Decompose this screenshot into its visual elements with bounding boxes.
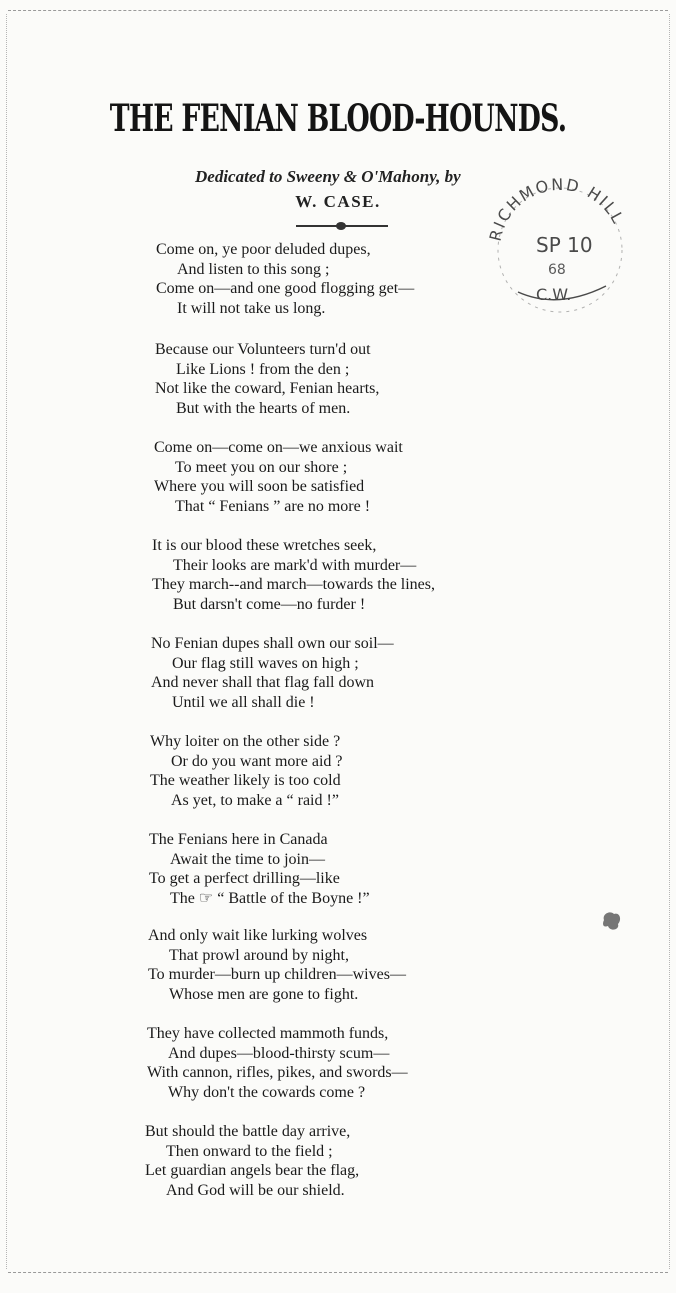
stanza-1 <box>156 240 414 318</box>
stanza-10 <box>145 1122 359 1200</box>
verse-line: Or do you want more aid ? <box>171 752 343 770</box>
stanza-9 <box>147 1024 408 1102</box>
verse-line: Until we all shall die ! <box>172 693 315 711</box>
postmark-date: SP 10 <box>536 233 593 257</box>
verse-line: Where you will soon be satisfied <box>154 478 365 496</box>
page-edge-bottom <box>8 1272 668 1273</box>
verse-line: But with the hearts of men. <box>176 399 351 417</box>
verse-line: They march--and march—towards the lines, <box>152 576 436 594</box>
verse-line: They have collected mammoth funds, <box>147 1025 389 1042</box>
verse-line: Why loiter on the other side ? <box>150 733 341 750</box>
verse-line: Whose men are gone to fight. <box>169 985 359 1003</box>
verse-line: Await the time to join— <box>170 850 325 868</box>
stanza-7 <box>149 830 370 908</box>
verse-line: Our flag still waves on high ; <box>172 654 359 672</box>
verse-line: Come on—come on—we anxious wait <box>154 439 403 456</box>
verse-line: Come on, ye poor deluded dupes, <box>156 241 371 258</box>
verse-line: Like Lions ! from the den ; <box>176 360 350 378</box>
stanza-8 <box>148 926 406 1004</box>
postmark-place: RICHMOND HILL <box>485 174 629 243</box>
verse-line: To get a perfect drilling—like <box>149 870 340 888</box>
verse-line: As yet, to make a “ raid !” <box>171 791 339 809</box>
verse-line: Not like the coward, Fenian hearts, <box>155 380 380 398</box>
stanza-3 <box>154 438 403 516</box>
stanza-4 <box>152 536 435 614</box>
postmark-province: C.W. <box>536 285 572 304</box>
stanza-2 <box>155 340 379 418</box>
verse-line: Then onward to the field ; <box>166 1142 333 1160</box>
verse-line: Let guardian angels bear the flag, <box>145 1162 360 1180</box>
verse-line: To meet you on our shore ; <box>175 458 348 476</box>
verse-line: No Fenian dupes shall own our soil— <box>151 635 394 652</box>
verse-line: And God will be our shield. <box>166 1181 345 1199</box>
verse-line: Come on—and one good flogging get— <box>156 280 415 298</box>
stanza-5 <box>151 634 394 712</box>
poem-title: THE FENIAN BLOOD-HOUNDS. <box>109 96 567 140</box>
verse-line: That prowl around by night, <box>169 946 349 964</box>
verse-line: To murder—burn up children—wives— <box>148 966 406 984</box>
verse-line: Their looks are mark'd with murder— <box>173 556 417 574</box>
verse-line: And only wait like lurking wolves <box>148 927 368 944</box>
verse-line: And listen to this song ; <box>177 260 330 278</box>
verse-line: It will not take us long. <box>177 299 326 317</box>
stanza-6 <box>150 732 343 810</box>
verse-line: Because our Volunteers turn'd out <box>155 341 371 358</box>
page-edge-top <box>8 10 668 11</box>
verse-line: That “ Fenians ” are no more ! <box>175 497 371 515</box>
verse-line: And dupes—blood-thirsty scum— <box>168 1044 390 1062</box>
postmark-year: 68 <box>548 262 566 278</box>
ink-blot <box>600 908 624 934</box>
ornamental-rule <box>296 225 388 227</box>
verse-line: With cannon, rifles, pikes, and swords— <box>147 1064 408 1082</box>
author-name: W. CASE. <box>295 192 381 211</box>
verse-line: But darsn't come—no furder ! <box>173 595 366 613</box>
verse-line: The weather likely is too cold <box>150 772 341 790</box>
verse-line: It is our blood these wretches seek, <box>152 537 377 554</box>
verse-line: Why don't the cowards come ? <box>168 1083 366 1101</box>
verse-line: The Fenians here in Canada <box>149 831 328 848</box>
postmark-stamp <box>478 162 638 322</box>
verse-line: And never shall that flag fall down <box>151 674 375 692</box>
verse-line: The ☞ “ Battle of the Boyne !” <box>170 889 370 907</box>
dedication-line: Dedicated to Sweeny & O'Mahony, by <box>195 167 461 186</box>
verse-line: But should the battle day arrive, <box>145 1123 351 1140</box>
